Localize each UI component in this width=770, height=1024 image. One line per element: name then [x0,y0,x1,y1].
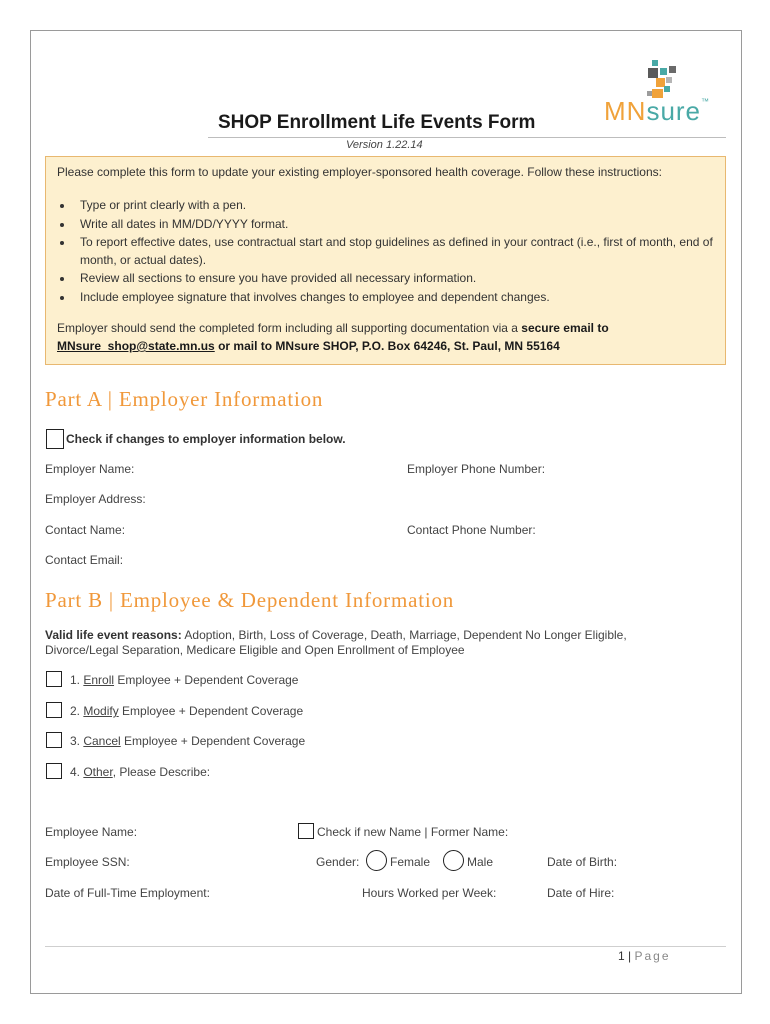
employee-ssn-label: Employee SSN: [45,855,130,869]
modify-checkbox[interactable] [46,702,62,718]
submission-instructions: Employer should send the completed form including all supporting documentation via a secure email to MNsure_shop@state.mn.us or mail to MNsure SHOP, P.O. Box 64246, St. Paul, MN 55164 [57,321,609,353]
dob-label: Date of Birth: [547,855,618,869]
modify-label: 2. Modify Employee + Dependent Coverage [70,704,304,718]
title-divider [208,137,726,138]
instruction-item: Review all sections to ensure you have provided all necessary information. [57,270,717,288]
employer-phone-label: Employer Phone Number: [407,462,546,476]
gender-label: Gender: [316,855,360,869]
instruction-item: Type or print clearly with a pen. [57,197,717,215]
other-checkbox[interactable] [46,763,62,779]
name-change-label: Check if new Name | Former Name: [317,825,509,839]
page-word: Page [634,949,671,963]
enroll-checkbox[interactable] [46,671,62,687]
cancel-checkbox[interactable] [46,732,62,748]
instruction-item: To report effective dates, use contractual start and stop guidelines as defined in your contract (i.e., first of month, end of month, or actual dates). [57,234,717,269]
instruction-item: Write all dates in MM/DD/YYYY format. [57,216,717,234]
employer-changes-checkbox[interactable] [46,429,64,449]
hire-date-label: Date of Hire: [547,886,615,900]
cancel-label: 3. Cancel Employee + Dependent Coverage [70,734,306,748]
other-label: 4. Other, Please Describe: [70,765,211,779]
contact-email-label: Contact Email: [45,553,124,567]
instructions-intro: Please complete this form to update your existing employer-sponsored health coverage. Follow these instructions: [57,165,662,179]
form-title: SHOP Enrollment Life Events Form [218,112,536,133]
enroll-label: 1. Enroll Employee + Dependent Coverage [70,673,299,687]
contact-phone-label: Contact Phone Number: [407,523,536,537]
employer-name-label: Employer Name: [45,462,135,476]
email-link[interactable]: MNsure_shop@state.mn.us [57,339,215,353]
male-label: Male [467,855,494,869]
instructions-list [57,197,717,307]
fulltime-date-label: Date of Full-Time Employment: [45,886,210,900]
name-change-checkbox[interactable] [298,823,314,839]
logo-wordmark: MNsure™ [604,96,711,126]
footer-divider [45,946,726,947]
female-label: Female [390,855,431,869]
part-a-heading: Part A | Employer Information [45,387,324,411]
employer-changes-label: Check if changes to employer information below. [66,432,346,446]
male-radio[interactable] [443,850,464,871]
page-number: 1 [618,949,625,963]
form-version: Version 1.22.14 [346,139,423,151]
instruction-item: Include employee signature that involves changes to employee and dependent changes. [57,289,717,307]
contact-name-label: Contact Name: [45,523,126,537]
employer-address-label: Employer Address: [45,492,146,506]
female-radio[interactable] [366,850,387,871]
page-footer: 1 | Page [618,949,671,963]
life-event-reasons: Valid life event reasons: Adoption, Birth, Loss of Coverage, Death, Marriage, Dependent No Longer Eligible, Divorce/Legal Separation, Medicare Eligible and Open Enrollment of Employee [45,628,627,657]
employee-name-label: Employee Name: [45,825,138,839]
part-b-heading: Part B | Employee & Dependent Information [45,588,455,612]
hours-worked-label: Hours Worked per Week: [362,886,497,900]
